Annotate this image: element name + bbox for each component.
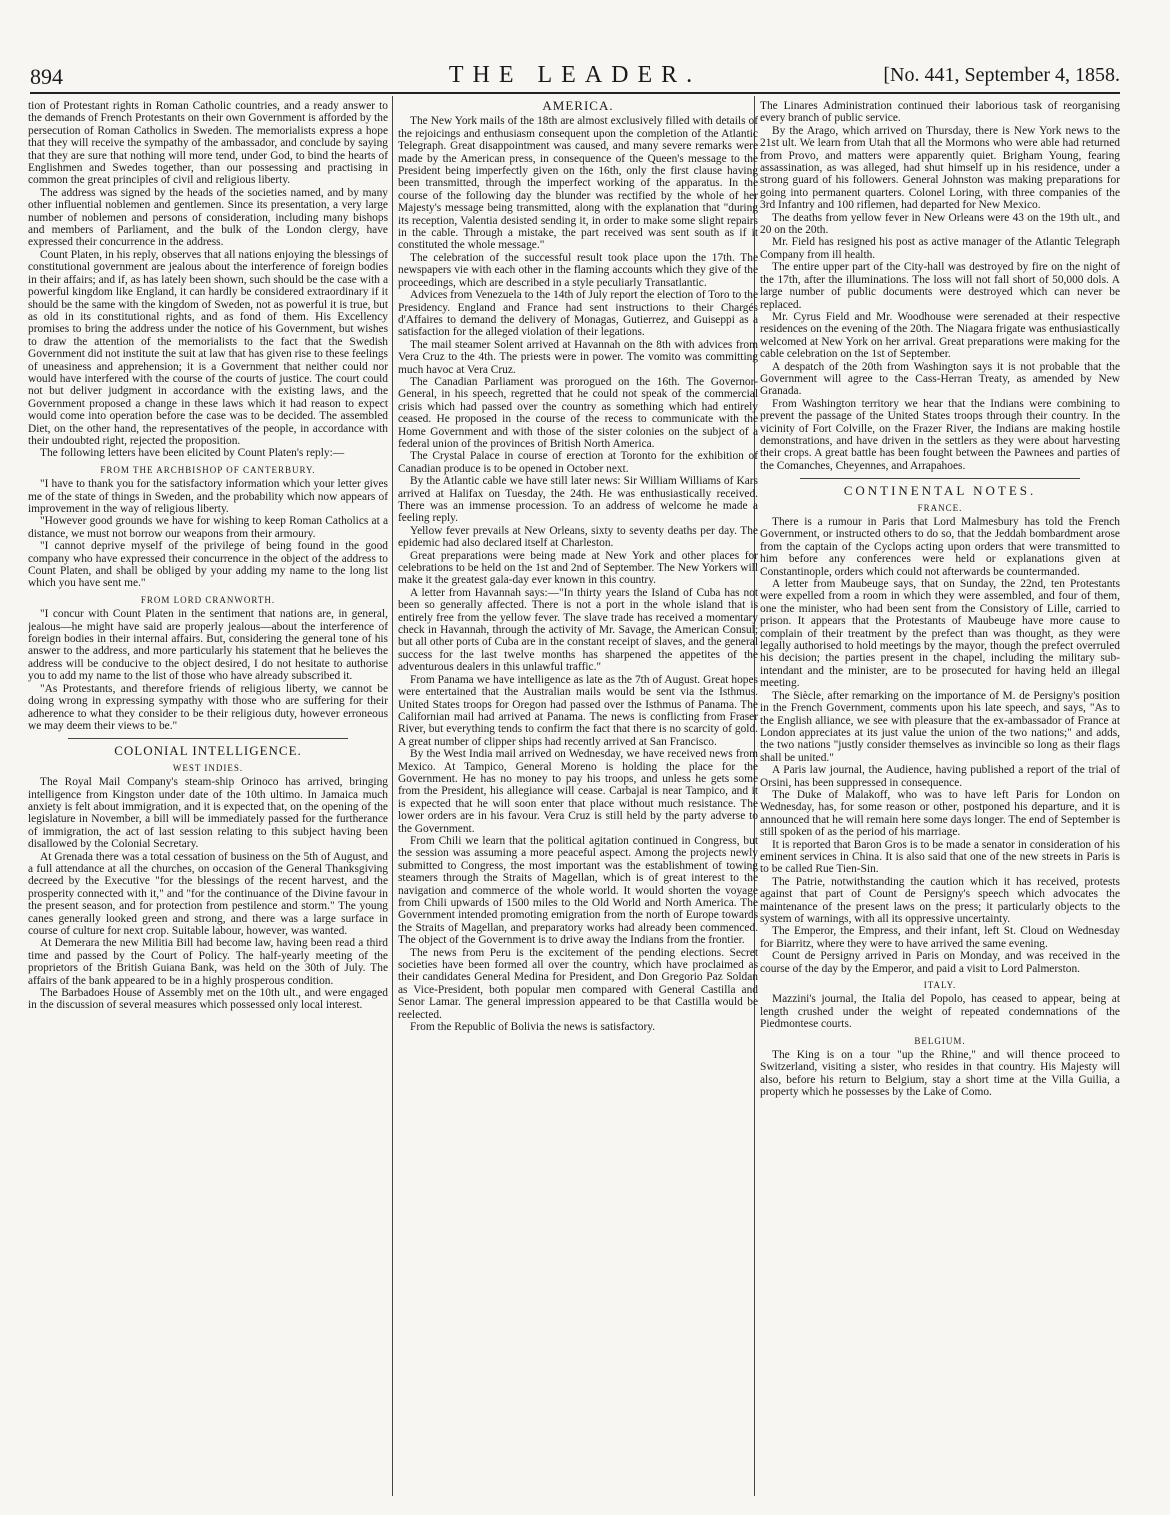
column-divider [392,96,393,1496]
paragraph: A letter from Maubeuge says, that on Sunday, the 22nd, ten Protestants were expelled from a room in which they were assembled, and four of them, one the minister, who had been sent from the Consistory of Lille, carried to prison. It appears that the Protestants of Maubeuge have more cause to complain of their treatment by the prefect than was thought, as they were legally authorised to hold meetings by the mayor, though the prefect overruled his decision; the parties present in the chapel, including the military sub-intendant and the minister, are to be prosecuted for having held an illegal meeting. [760,578,1120,690]
subheading-italy: ITALY. [923,980,957,991]
paragraph: A Paris law journal, the Audience, having published a report of the trial of Orsini, has been suppressed in consequence. [760,764,1120,789]
paragraph: At Grenada there was a total cessation of business on the 5th of August, and a full attendance at all the churches, on occasion of the General Thanksgiving decreed by the Executive "for the blessings of the recent harvest, and the prosperity connected with it," and "for the continuance of the Divine favour in the present season, and for protection from pestilence and storm." The young canes generally looked green and strong, and there was a large surface in course of culture for next crop. Suitable labour, however, was wanted. [28,850,388,937]
subheading-france: FRANCE. [917,502,963,513]
section-divider [68,738,348,739]
subheading-cranworth: FROM LORD CRANWORTH. [140,594,276,605]
column-right [760,100,1120,1500]
paragraph: "I cannot deprive myself of the privilege of being found in the good company who have expressed their concurrence in the object of the address to Count Platen, and shall be obliged by your adding my name to the long list which you have sent me." [28,540,388,590]
paragraph: The following letters have been elicited by Count Platen's reply:— [40,447,345,460]
heading-america: AMERICA. [542,100,614,113]
paragraph: Count Platen, in his reply, observes that all nations enjoying the blessings of constitutional government are jealous about the interference of foreign bodies in their affairs; and if, as has lately been shown, such should be the case with a powerful kingdom like England, it can hardly be considered extraordinary if it should be the same with the kingdom of Sweden, not as powerful it is true, but as old in its constitutional rights, and as fond of them. His Excellency promises to bring the address under the notice of his Government, but wishes to draw the attention of the memorialists to the fact that the Swedish Government did not institute the suit at law that has given rise to these feelings of uneasiness and apprehension; it is a Government that neither could nor would have interfered with the course of the courts of justice. The court could not but deliver judgment in accordance with the existing laws, and the Government proposed a change in these laws which it had reason to expect would come into operation before the case was to be decided. The assembled Diet, on the other hand, the representatives of the people, in accordance with their undoubted right, rejected the proposition. [28,248,388,447]
column-left [28,100,388,1500]
paragraph: A despatch of the 20th from Washington says it is not probable that the Government will agree to the Cass-Herran Treaty, as amended by New Granada. [760,360,1120,398]
paragraph: Mr. Cyrus Field and Mr. Woodhouse were serenaded at their respective residences on the evening of the 20th. The Niagara frigate was enthusiastically welcomed at New York on her arrival. Great preparations were making for the cable celebration on the 1st of September. [760,310,1120,361]
paragraph: By the West India mail arrived on Wednesday, we have received news from Mexico. At Tampico, General Moreno is holding the place for the Government. He has no money to pay his troops, and unless he gets some from the President, his allegiance will cease. Carbajal is near Tampico, and it is expected that he will soon enter that place without much resistance. The lower orders are in his favour. Vera Cruz is still held by the party adverse to the Government. [398,748,758,835]
heading-continental-notes: CONTINENTAL NOTES. [843,483,1037,499]
paragraph: Count de Persigny arrived in Paris on Monday, and was received in the course of the day by the Emperor, and paid a visit to Lord Palmerston. [760,950,1120,975]
section-divider [800,478,1080,479]
paragraph: The Duke of Malakoff, who was to have left Paris for London on Wednesday, has, for some reason or other, postponed his departure, and it is announced that he will remain here some days longer. The end of September is still spoken of as the period of his marriage. [760,788,1120,839]
paragraph: The celebration of the successful result took place upon the 17th. The newspapers vie with each other in the flaming accounts which they give of the proceedings, which are described in a style peculiarly Transatlantic. [398,251,758,289]
paragraph: The entire upper part of the City-hall was destroyed by fire on the night of the 17th, after the illuminations. The loss will not fall short of 50,000 dols. A large number of public documents were destroyed which can never be replaced. [760,261,1120,311]
paragraph: The Canadian Parliament was prorogued on the 16th. The Governor-General, in his speech, regretted that he could not speak of the commercial crisis which had passed over the country as something which had entirely ceased. He proposed in the course of the recess to communicate with the Home Government and with those of the sister colonies on the subject of a federal union of the provinces of British North America. [398,375,758,450]
paragraph: Great preparations were being made at New York and other places for celebrations to be held on the 1st and 2nd of September. The New Yorkers will make it the greatest gala-day ever known in this country. [398,549,758,587]
paragraph: The address was signed by the heads of the societies named, and by many other influential noblemen and gentlemen. Since its presentation, a very large number of noblemen and persons of consideration, including many bishops and members of Parliament, and the bulk of the London clergy, have expressed their concurrence in the address. [28,186,388,249]
newspaper-title: THE LEADER. [448,62,702,88]
paragraph: The Emperor, the Empress, and their infant, left St. Cloud on Wednesday for Biarritz, where they were to have arrived the same evening. [760,925,1120,950]
paragraph: "However good grounds we have for wishing to keep Roman Catholics at a distance, we must not borrow our weapons from their armoury. [28,515,388,540]
subheading-belgium: BELGIUM. [914,1035,966,1046]
paragraph: The King is on a tour "up the Rhine," and will thence proceed to Switzerland, visiting a sister, who resides in that country. His Majesty will also, before his return to Belgium, stay a short time at the Villa Guilia, a property which he possesses by the Lake of Como. [760,1049,1120,1099]
paragraph: Advices from Venezuela to the 14th of July report the election of Toro to the Presidency. England and France had sent instructions to their Chargés d'Affaires to demand the delivery of Monagas, Gutierrez, and Guiseppi as a satisfaction for the alleged violation of their legations. [398,289,758,339]
paragraph: From Chili we learn that the political agitation continued in Congress, but the session was assuming a more peaceful aspect. Among the projects newly submitted to Congress, the most important was the establishment of towing steamers through the Straits of Magellan, which is of great interest to the navigation and commerce of the whole world. It would shorten the voyage from Chili upwards of 1500 miles to the Old World and North America. The Government intended promoting emigration from the north of Europe towards the Straits of Magellan, and preparatory works had already been commenced. The object of the Government is to drive away the Indians from the frontier. [398,834,758,947]
paragraph: From Washington territory we hear that the Indians were combining to prevent the passage of the United States troops through their country. In the vicinity of Fort Colville, on the Frazer River, the Indians are making hostile demonstrations, and have driven in the settlers as they were about harvesting their crops. A great battle has been fought between the Pawnees and parties of the Comanches, Cheyennes, and Arrapahoes. [760,397,1120,472]
subheading-west-indies: WEST INDIES. [172,762,244,773]
paragraph: "I have to thank you for the satisfactory information which your letter gives me of the state of things in Sweden, and the probability which now appears of improvement in the way of religious liberty. [28,478,388,515]
paragraph: "As Protestants, and therefore friends of religious liberty, we cannot be doing wrong in expressing sympathy with those who are suffering for their adherence to what they consider to be their religious duty, however erroneous we may deem their views to be." [28,682,388,732]
paragraph: The Barbadoes House of Assembly met on the 10th ult., and were engaged in the discussion of several measures which possessed only local interest. [28,987,388,1012]
page-header [30,62,1120,94]
column-middle [398,100,758,1500]
paragraph: At Demerara the new Militia Bill had become law, having been read a third time and passed by the Court of Policy. The half-yearly meeting of the proprietors of the British Guiana Bank, was held on the 30th of July. The affairs of the bank appeared to be in a highly prosperous condition. [28,937,388,987]
issue-info: [No. 441, September 4, 1858. [883,64,1120,86]
paragraph: The Linares Administration continued their laborious task of reorganising every branch of public service. [760,100,1120,125]
page-number: 894 [30,64,63,89]
paragraph: The New York mails of the 18th are almost exclusively filled with details of the rejoicings and enthusiasm consequent upon the completion of the Atlantic Telegraph. Great disappointment was caused, and many severe remarks were made by the American press, in consequence of the Queen's message to the President being imperfectly given on the 16th, only the first clause having been transmitted, through the imperfect working of the apparatus. In the course of the following day the blunder was rectified by the whole of her Majesty's message being transmitted, along with the explanation that "during its reception, Valentia desisted sending it, in order to make some slight repairs in the cable. Through a mistake, the part received was sent south as if it constituted the whole message." [398,115,758,252]
paragraph: A letter from Havannah says:—"In thirty years the Island of Cuba has not been so generally affected. There is not a port in the whole island that is entirely free from the yellow fever. The slave trade has received a momentary check in Havannah, through the activity of Mr. Savage, the American Consul; but all other ports of Cuba are in the constant receipt of slaves, and the general success for the last twelve months has sharpened the appetites of the adventurous dealers in this unlawful traffic." [398,586,758,674]
paragraph: "I concur with Count Platen in the sentiment that nations are, in general, jealous—he might have said are properly jealous—about the interference of foreign bodies in their internal affairs. But, considering the general tone of his answer to the address, and more particularly his statement that he believes the address will be conducive to the object desired, I do not hesitate to authorise you to add my name to the list of those who have already subscribed it. [28,608,388,683]
paragraph: By the Atlantic cable we have still later news: Sir William Williams of Kars arrived at Halifax on Tuesday, the 24th. He was enthusiastically received. There was an immense procession. To an address of welcome he made a feeling reply. [398,475,758,525]
paragraph: There is a rumour in Paris that Lord Malmesbury has told the French Government, or instructed others to do so, that the Jeddah bombardment arose from the captain of the Cyclops acting upon orders that were transmitted to him before any conferences were held or explanations given at Constantinople, orders which could not afterwards be countermanded. [760,516,1120,578]
paragraph: Yellow fever prevails at New Orleans, sixty to seventy deaths per day. The epidemic had also declared itself at Charleston. [398,524,758,550]
paragraph: Mazzini's journal, the Italia del Popolo, has ceased to appear, being at length crushed under the weight of repeated condemnations of the Piedmontese courts. [760,993,1120,1031]
paragraph: The news from Peru is the excitement of the pending elections. Secret societies have been formed all over the country, which have proclaimed as their candidates General Medina for President, and Don Gregorio Paz Soldan as Vice-President, both popular men compared with General Castilla and Senor Lamar. The general impression appeared to be that Castilla would be reelected. [398,946,758,1021]
paragraph: The Crystal Palace in course of erection at Toronto for the exhibition of Canadian produce is to be opened in October next. [398,450,758,475]
paragraph: The mail steamer Solent arrived at Havannah on the 8th with advices from Vera Cruz to the 4th. The priests were in power. The vomito was committing much havoc at Vera Cruz. [398,338,758,376]
paragraph: From Panama we have intelligence as late as the 7th of August. Great hopes were entertained that the Australian mails would be sent via the Isthmus. United States troops for Oregon had passed over the Isthmus of Panama. The Californian mail had arrived at Panama. The news is conflicting from Fraser River, but everything tends to confirm the fact that there is no scarcity of gold. A great number of clipper ships had recently arrived at San Francisco. [398,673,758,748]
subheading-archbishop: FROM THE ARCHBISHOP OF CANTERBURY. [100,464,316,475]
heading-colonial-intelligence: COLONIAL INTELLIGENCE. [114,743,302,759]
paragraph: The Royal Mail Company's steam-ship Orinoco has arrived, bringing intelligence from Kingston under date of the 10th ultimo. In Jamaica much anxiety is felt about immigration, and it is expected that, on the opening of the legislature in November, a bill will be immediately passed for the furtherance of immigration, the act of last session relating to this subject having been disallowed by the Colonial Secretary. [28,776,388,851]
paragraph: tion of Protestant rights in Roman Catholic countries, and a ready answer to the demands of French Protestants on their own Government is afforded by the persecution of Roman Catholics in Sweden. The memorialists express a hope that they will receive the sympathy of the ambassador, and conclude by saying that they are sure that nothing will more tend, under God, to bind the hearts of Englishmen and Swedes together, than our possessing and practising in common the great principles of civil and religious liberty. [28,100,388,187]
paragraph: Mr. Field has resigned his post as active manager of the Atlantic Telegraph Company from ill health. [760,236,1120,261]
paragraph: The Patrie, notwithstanding the caution which it has received, protests against that part of Count de Persigny's speech which advocates the maintenance of the present laws on the press; it particularly objects to the system of warnings, with all its oppressive uncertainty. [760,875,1120,925]
paragraph: The Siècle, after remarking on the importance of M. de Persigny's position in the French Government, comments upon his late speech, and says, "As to the English alliance, we see with pleasure that the ex-ambassador of France at London appreciates at its just value the union of the two nations;" and adds, the two nations "justly consider themselves as invincible so long as their flags shall be united." [760,689,1120,764]
paragraph: From the Republic of Bolivia the news is satisfactory. [410,1021,656,1034]
paragraph: By the Arago, which arrived on Thursday, there is New York news to the 21st ult. We learn from Utah that all the Mormons who were able had returned from Provo, and matters were apparently quiet. Brigham Young, fearing assassination, as was alleged, had shut himself up in his residence, under a strong guard of his followers. General Johnston was making preparations for going into permanent quarters. Colonel Loring, with three companies of the 3rd Infantry and 100 riflemen, had departed for New Mexico. [760,124,1120,212]
paragraph: The deaths from yellow fever in New Orleans were 43 on the 19th ult., and 20 on the 20th. [760,211,1120,237]
paragraph: It is reported that Baron Gros is to be made a senator in consideration of his eminent services in China. It is also said that one of the new streets in Paris is to be called Rue Tien-Sin. [760,838,1120,876]
